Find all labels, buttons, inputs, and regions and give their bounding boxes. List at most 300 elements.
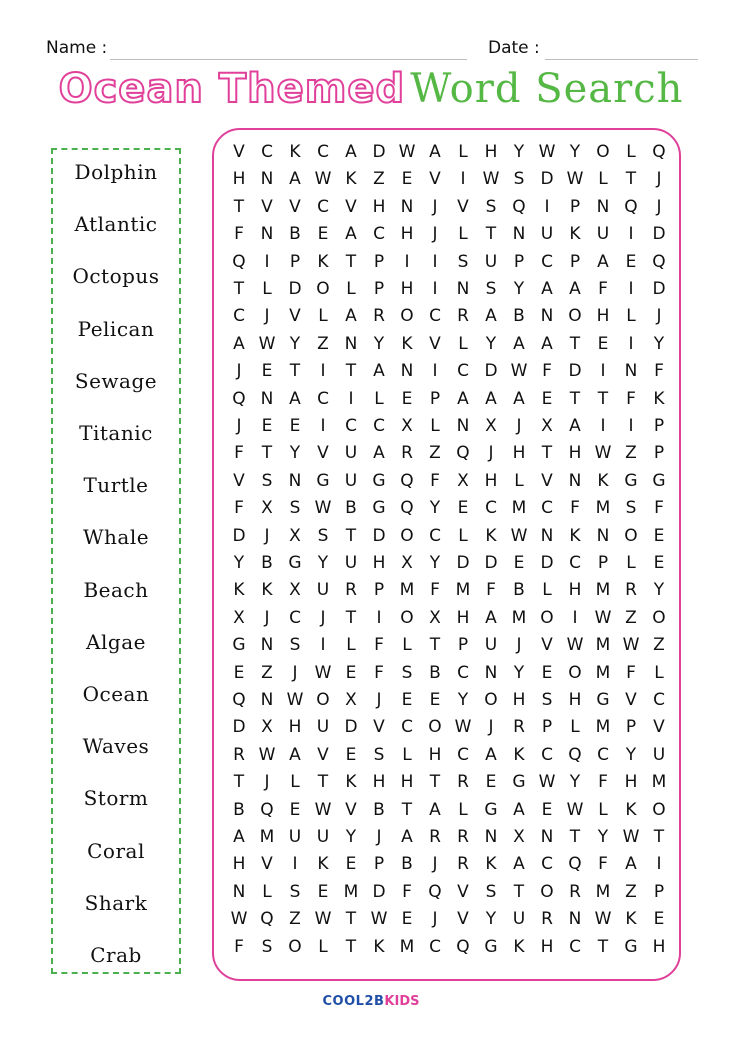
- grid-cell[interactable]: B: [345, 498, 357, 519]
- grid-cell[interactable]: J: [432, 854, 438, 875]
- grid-cell[interactable]: L: [262, 881, 272, 902]
- grid-cell[interactable]: E: [233, 662, 245, 683]
- grid-cell[interactable]: L: [374, 388, 384, 409]
- grid-cell[interactable]: Q: [260, 909, 274, 930]
- grid-cell[interactable]: L: [542, 580, 552, 601]
- grid-cell[interactable]: M: [399, 580, 415, 601]
- grid-cell[interactable]: H: [568, 443, 582, 464]
- grid-cell[interactable]: W: [314, 498, 332, 519]
- grid-cell[interactable]: F: [654, 361, 664, 382]
- grid-cell[interactable]: I: [320, 361, 326, 382]
- grid-cell[interactable]: T: [429, 635, 441, 656]
- grid-cell[interactable]: E: [317, 224, 329, 245]
- grid-cell[interactable]: C: [373, 224, 385, 245]
- grid-cell[interactable]: K: [569, 224, 581, 245]
- grid-cell[interactable]: K: [485, 854, 497, 875]
- grid-cell[interactable]: U: [512, 909, 526, 930]
- grid-cell[interactable]: Y: [597, 827, 609, 847]
- grid-cell[interactable]: T: [597, 388, 609, 409]
- grid-cell[interactable]: U: [540, 224, 554, 245]
- grid-cell[interactable]: X: [401, 553, 413, 573]
- grid-cell[interactable]: E: [653, 525, 665, 546]
- grid-cell[interactable]: E: [401, 690, 413, 710]
- grid-cell[interactable]: O: [540, 607, 554, 628]
- grid-cell[interactable]: C: [541, 498, 553, 519]
- grid-cell[interactable]: D: [372, 525, 386, 546]
- grid-cell[interactable]: C: [429, 306, 441, 327]
- grid-cell[interactable]: U: [288, 827, 302, 847]
- grid-cell[interactable]: I: [264, 251, 270, 272]
- grid-cell[interactable]: F: [598, 854, 608, 875]
- grid-cell[interactable]: O: [316, 690, 330, 710]
- grid-cell[interactable]: I: [404, 251, 410, 272]
- grid-cell[interactable]: V: [653, 717, 665, 738]
- grid-cell[interactable]: R: [429, 827, 441, 847]
- grid-cell[interactable]: Z: [373, 169, 385, 190]
- grid-cell[interactable]: C: [317, 142, 329, 162]
- grid-cell[interactable]: D: [484, 553, 498, 573]
- grid-cell[interactable]: D: [484, 361, 498, 382]
- grid-cell[interactable]: S: [261, 470, 273, 491]
- grid-cell[interactable]: D: [652, 279, 666, 299]
- grid-cell[interactable]: V: [541, 470, 553, 491]
- grid-cell[interactable]: L: [290, 772, 300, 793]
- grid-cell[interactable]: I: [320, 416, 326, 436]
- grid-cell[interactable]: H: [400, 772, 414, 793]
- grid-cell[interactable]: I: [460, 169, 466, 190]
- grid-cell[interactable]: N: [344, 333, 358, 354]
- grid-cell[interactable]: J: [432, 224, 438, 245]
- grid-cell[interactable]: R: [457, 772, 469, 793]
- grid-cell[interactable]: E: [345, 854, 357, 875]
- grid-cell[interactable]: V: [345, 196, 357, 217]
- grid-cell[interactable]: V: [457, 881, 469, 902]
- grid-cell[interactable]: Y: [653, 333, 665, 354]
- grid-cell[interactable]: G: [288, 553, 302, 573]
- grid-cell[interactable]: H: [400, 224, 414, 245]
- grid-cell[interactable]: R: [345, 580, 357, 601]
- grid-cell[interactable]: T: [345, 909, 357, 930]
- grid-cell[interactable]: P: [373, 279, 385, 299]
- grid-cell[interactable]: K: [485, 525, 497, 546]
- grid-cell[interactable]: J: [516, 416, 522, 436]
- grid-cell[interactable]: K: [625, 909, 637, 930]
- grid-cell[interactable]: J: [236, 416, 242, 436]
- grid-cell[interactable]: G: [484, 936, 498, 957]
- grid-cell[interactable]: V: [317, 443, 329, 464]
- grid-cell[interactable]: Q: [400, 470, 414, 491]
- grid-cell[interactable]: Q: [232, 251, 246, 272]
- grid-cell[interactable]: Q: [568, 854, 582, 875]
- grid-cell[interactable]: E: [541, 388, 553, 409]
- grid-cell[interactable]: K: [233, 580, 245, 601]
- grid-cell[interactable]: L: [318, 306, 328, 327]
- grid-cell[interactable]: T: [289, 361, 301, 382]
- grid-cell[interactable]: P: [653, 416, 665, 436]
- grid-cell[interactable]: P: [653, 443, 665, 464]
- grid-cell[interactable]: U: [316, 580, 330, 601]
- grid-cell[interactable]: S: [317, 525, 329, 546]
- grid-cell[interactable]: F: [402, 881, 412, 902]
- grid-cell[interactable]: C: [569, 553, 581, 573]
- grid-cell[interactable]: T: [597, 936, 609, 957]
- grid-cell[interactable]: A: [457, 388, 469, 409]
- grid-cell[interactable]: I: [348, 388, 354, 409]
- grid-cell[interactable]: O: [652, 607, 666, 628]
- grid-cell[interactable]: Y: [345, 827, 357, 847]
- grid-cell[interactable]: W: [566, 635, 584, 656]
- grid-cell[interactable]: C: [457, 662, 469, 683]
- grid-cell[interactable]: W: [258, 333, 276, 354]
- grid-cell[interactable]: J: [292, 662, 298, 683]
- grid-cell[interactable]: N: [260, 224, 274, 245]
- grid-cell[interactable]: L: [346, 279, 356, 299]
- grid-cell[interactable]: J: [432, 196, 438, 217]
- grid-cell[interactable]: C: [457, 361, 469, 382]
- grid-cell[interactable]: H: [512, 443, 526, 464]
- grid-cell[interactable]: A: [625, 854, 637, 875]
- grid-cell[interactable]: Z: [653, 635, 665, 656]
- grid-cell[interactable]: Y: [569, 142, 581, 162]
- grid-cell[interactable]: F: [598, 279, 608, 299]
- grid-cell[interactable]: C: [317, 388, 329, 409]
- grid-cell[interactable]: Q: [624, 196, 638, 217]
- grid-cell[interactable]: L: [430, 416, 440, 436]
- grid-cell[interactable]: N: [484, 662, 498, 683]
- grid-cell[interactable]: W: [482, 169, 500, 190]
- grid-cell[interactable]: E: [457, 498, 469, 519]
- grid-cell[interactable]: A: [485, 306, 497, 327]
- grid-cell[interactable]: M: [595, 635, 611, 656]
- grid-cell[interactable]: Q: [456, 443, 470, 464]
- grid-cell[interactable]: D: [540, 553, 554, 573]
- grid-cell[interactable]: J: [488, 717, 494, 738]
- grid-cell[interactable]: F: [234, 443, 244, 464]
- grid-cell[interactable]: H: [288, 717, 302, 738]
- grid-cell[interactable]: V: [261, 196, 273, 217]
- grid-cell[interactable]: T: [625, 169, 637, 190]
- grid-cell[interactable]: C: [429, 936, 441, 957]
- grid-cell[interactable]: N: [596, 525, 610, 546]
- grid-cell[interactable]: D: [456, 553, 470, 573]
- grid-cell[interactable]: A: [569, 416, 581, 436]
- grid-cell[interactable]: J: [236, 361, 242, 382]
- grid-cell[interactable]: T: [345, 251, 357, 272]
- grid-cell[interactable]: Z: [289, 909, 301, 930]
- grid-cell[interactable]: T: [569, 333, 581, 354]
- grid-cell[interactable]: K: [373, 936, 385, 957]
- grid-cell[interactable]: H: [456, 607, 470, 628]
- grid-cell[interactable]: C: [289, 607, 301, 628]
- grid-cell[interactable]: X: [289, 525, 301, 546]
- grid-cell[interactable]: E: [513, 553, 525, 573]
- grid-cell[interactable]: J: [376, 690, 382, 710]
- grid-cell[interactable]: C: [541, 744, 553, 765]
- grid-cell[interactable]: M: [651, 772, 667, 793]
- grid-cell[interactable]: C: [373, 416, 385, 436]
- grid-cell[interactable]: W: [314, 169, 332, 190]
- grid-cell[interactable]: T: [317, 772, 329, 793]
- grid-cell[interactable]: W: [454, 717, 472, 738]
- grid-cell[interactable]: R: [541, 909, 553, 930]
- grid-cell[interactable]: S: [289, 881, 301, 902]
- grid-cell[interactable]: S: [401, 662, 413, 683]
- grid-cell[interactable]: R: [233, 744, 245, 765]
- grid-cell[interactable]: K: [513, 936, 525, 957]
- grid-cell[interactable]: J: [376, 827, 382, 847]
- grid-cell[interactable]: N: [260, 635, 274, 656]
- grid-cell[interactable]: P: [597, 553, 609, 573]
- grid-cell[interactable]: O: [288, 936, 302, 957]
- grid-cell[interactable]: Z: [429, 443, 441, 464]
- grid-cell[interactable]: Y: [289, 333, 301, 354]
- grid-cell[interactable]: Y: [289, 443, 301, 464]
- grid-cell[interactable]: N: [456, 279, 470, 299]
- grid-cell[interactable]: P: [653, 881, 665, 902]
- grid-cell[interactable]: V: [457, 909, 469, 930]
- grid-cell[interactable]: S: [485, 881, 497, 902]
- grid-cell[interactable]: U: [652, 744, 666, 765]
- grid-cell[interactable]: G: [372, 470, 386, 491]
- grid-cell[interactable]: C: [429, 525, 441, 546]
- grid-cell[interactable]: N: [400, 196, 414, 217]
- grid-cell[interactable]: K: [597, 470, 609, 491]
- grid-cell[interactable]: F: [626, 388, 636, 409]
- grid-cell[interactable]: Z: [625, 607, 637, 628]
- grid-cell[interactable]: O: [652, 799, 666, 820]
- grid-cell[interactable]: B: [233, 799, 245, 820]
- grid-cell[interactable]: L: [626, 142, 636, 162]
- grid-cell[interactable]: R: [373, 306, 385, 327]
- grid-cell[interactable]: C: [457, 744, 469, 765]
- grid-cell[interactable]: X: [345, 690, 357, 710]
- grid-cell[interactable]: L: [570, 717, 580, 738]
- grid-cell[interactable]: P: [569, 196, 581, 217]
- grid-cell[interactable]: G: [652, 470, 666, 491]
- grid-cell[interactable]: E: [541, 799, 553, 820]
- grid-cell[interactable]: H: [428, 744, 442, 765]
- grid-cell[interactable]: G: [624, 470, 638, 491]
- grid-cell[interactable]: K: [317, 854, 329, 875]
- grid-cell[interactable]: W: [258, 744, 276, 765]
- grid-cell[interactable]: D: [652, 224, 666, 245]
- grid-cell[interactable]: L: [598, 799, 608, 820]
- grid-cell[interactable]: V: [289, 306, 301, 327]
- grid-cell[interactable]: A: [373, 443, 385, 464]
- grid-cell[interactable]: Y: [429, 553, 441, 573]
- grid-cell[interactable]: L: [458, 224, 468, 245]
- grid-cell[interactable]: T: [345, 607, 357, 628]
- grid-cell[interactable]: P: [373, 580, 385, 601]
- grid-cell[interactable]: W: [398, 142, 416, 162]
- grid-cell[interactable]: E: [289, 416, 301, 436]
- grid-cell[interactable]: H: [484, 142, 498, 162]
- grid-cell[interactable]: M: [259, 827, 275, 847]
- grid-cell[interactable]: K: [345, 169, 357, 190]
- grid-cell[interactable]: H: [232, 169, 246, 190]
- grid-cell[interactable]: F: [626, 662, 636, 683]
- grid-cell[interactable]: S: [289, 635, 301, 656]
- grid-cell[interactable]: A: [345, 224, 357, 245]
- grid-cell[interactable]: A: [541, 279, 553, 299]
- grid-cell[interactable]: Q: [456, 936, 470, 957]
- grid-cell[interactable]: V: [625, 690, 637, 710]
- grid-cell[interactable]: N: [540, 525, 554, 546]
- grid-cell[interactable]: S: [289, 498, 301, 519]
- grid-cell[interactable]: W: [622, 635, 640, 656]
- grid-cell[interactable]: J: [264, 306, 270, 327]
- grid-cell[interactable]: V: [289, 196, 301, 217]
- grid-cell[interactable]: Y: [457, 690, 469, 710]
- grid-cell[interactable]: K: [317, 251, 329, 272]
- grid-cell[interactable]: S: [485, 279, 497, 299]
- grid-cell[interactable]: V: [373, 717, 385, 738]
- grid-cell[interactable]: H: [512, 690, 526, 710]
- grid-cell[interactable]: T: [345, 361, 357, 382]
- grid-cell[interactable]: F: [598, 772, 608, 793]
- grid-cell[interactable]: E: [401, 388, 413, 409]
- grid-cell[interactable]: W: [566, 169, 584, 190]
- grid-cell[interactable]: N: [260, 169, 274, 190]
- grid-cell[interactable]: Y: [429, 498, 441, 519]
- grid-cell[interactable]: I: [292, 854, 298, 875]
- grid-cell[interactable]: P: [625, 717, 637, 738]
- grid-cell[interactable]: Q: [232, 388, 246, 409]
- grid-cell[interactable]: Y: [513, 662, 525, 683]
- grid-cell[interactable]: P: [373, 854, 385, 875]
- grid-cell[interactable]: M: [595, 498, 611, 519]
- grid-cell[interactable]: F: [430, 580, 440, 601]
- grid-cell[interactable]: V: [233, 470, 245, 491]
- grid-cell[interactable]: F: [430, 470, 440, 491]
- grid-cell[interactable]: O: [400, 525, 414, 546]
- grid-cell[interactable]: F: [542, 361, 552, 382]
- grid-cell[interactable]: W: [314, 662, 332, 683]
- grid-cell[interactable]: G: [596, 690, 610, 710]
- grid-cell[interactable]: B: [401, 854, 413, 875]
- grid-cell[interactable]: F: [234, 936, 244, 957]
- grid-cell[interactable]: E: [541, 662, 553, 683]
- grid-cell[interactable]: N: [540, 827, 554, 847]
- grid-cell[interactable]: G: [372, 498, 386, 519]
- grid-cell[interactable]: O: [624, 525, 638, 546]
- grid-cell[interactable]: U: [596, 224, 610, 245]
- grid-cell[interactable]: B: [261, 553, 273, 573]
- grid-cell[interactable]: O: [596, 142, 610, 162]
- grid-cell[interactable]: L: [626, 306, 636, 327]
- grid-cell[interactable]: E: [485, 772, 497, 793]
- grid-cell[interactable]: A: [513, 854, 525, 875]
- grid-cell[interactable]: P: [541, 717, 553, 738]
- grid-cell[interactable]: T: [345, 525, 357, 546]
- grid-cell[interactable]: V: [457, 196, 469, 217]
- grid-cell[interactable]: L: [262, 279, 272, 299]
- grid-cell[interactable]: G: [316, 470, 330, 491]
- date-line[interactable]: [545, 59, 698, 60]
- grid-cell[interactable]: F: [374, 635, 384, 656]
- grid-cell[interactable]: H: [568, 690, 582, 710]
- grid-cell[interactable]: S: [541, 690, 553, 710]
- grid-cell[interactable]: I: [628, 333, 634, 354]
- grid-cell[interactable]: X: [233, 607, 245, 628]
- grid-cell[interactable]: R: [625, 580, 637, 601]
- grid-cell[interactable]: Y: [653, 580, 665, 601]
- grid-cell[interactable]: T: [261, 443, 273, 464]
- grid-cell[interactable]: A: [429, 142, 441, 162]
- grid-cell[interactable]: W: [510, 361, 528, 382]
- grid-cell[interactable]: H: [596, 306, 610, 327]
- grid-cell[interactable]: T: [233, 772, 245, 793]
- grid-cell[interactable]: W: [594, 607, 612, 628]
- grid-cell[interactable]: H: [372, 772, 386, 793]
- grid-cell[interactable]: J: [656, 169, 662, 190]
- grid-cell[interactable]: H: [372, 553, 386, 573]
- grid-cell[interactable]: R: [569, 881, 581, 902]
- grid-cell[interactable]: Y: [513, 142, 525, 162]
- grid-cell[interactable]: O: [540, 881, 554, 902]
- grid-cell[interactable]: H: [232, 854, 246, 875]
- grid-cell[interactable]: T: [541, 443, 553, 464]
- grid-cell[interactable]: X: [457, 470, 469, 491]
- grid-cell[interactable]: E: [289, 799, 301, 820]
- grid-cell[interactable]: T: [485, 224, 497, 245]
- grid-cell[interactable]: J: [264, 772, 270, 793]
- grid-cell[interactable]: K: [401, 333, 413, 354]
- grid-cell[interactable]: O: [484, 690, 498, 710]
- grid-cell[interactable]: A: [541, 333, 553, 354]
- grid-cell[interactable]: X: [485, 416, 497, 436]
- grid-cell[interactable]: C: [345, 416, 357, 436]
- grid-cell[interactable]: W: [314, 909, 332, 930]
- grid-cell[interactable]: E: [345, 662, 357, 683]
- grid-cell[interactable]: C: [569, 936, 581, 957]
- grid-cell[interactable]: T: [401, 799, 413, 820]
- grid-cell[interactable]: E: [429, 690, 441, 710]
- grid-cell[interactable]: N: [568, 470, 582, 491]
- grid-cell[interactable]: E: [401, 909, 413, 930]
- grid-cell[interactable]: F: [654, 498, 664, 519]
- grid-cell[interactable]: F: [234, 498, 244, 519]
- grid-cell[interactable]: I: [432, 361, 438, 382]
- grid-cell[interactable]: Q: [428, 881, 442, 902]
- grid-cell[interactable]: L: [598, 169, 608, 190]
- grid-cell[interactable]: Z: [317, 333, 329, 354]
- grid-cell[interactable]: P: [569, 251, 581, 272]
- grid-cell[interactable]: X: [401, 416, 413, 436]
- grid-cell[interactable]: D: [288, 279, 302, 299]
- grid-cell[interactable]: L: [346, 635, 356, 656]
- grid-cell[interactable]: M: [455, 580, 471, 601]
- grid-cell[interactable]: L: [458, 799, 468, 820]
- grid-cell[interactable]: A: [289, 169, 301, 190]
- grid-cell[interactable]: W: [314, 799, 332, 820]
- grid-cell[interactable]: M: [399, 936, 415, 957]
- grid-cell[interactable]: N: [568, 909, 582, 930]
- grid-cell[interactable]: J: [264, 607, 270, 628]
- grid-cell[interactable]: W: [230, 909, 248, 930]
- grid-cell[interactable]: I: [432, 251, 438, 272]
- grid-cell[interactable]: U: [316, 717, 330, 738]
- grid-cell[interactable]: I: [572, 607, 578, 628]
- grid-cell[interactable]: Z: [261, 662, 273, 683]
- grid-cell[interactable]: N: [400, 361, 414, 382]
- grid-cell[interactable]: K: [261, 580, 273, 601]
- grid-cell[interactable]: A: [485, 744, 497, 765]
- grid-cell[interactable]: S: [485, 196, 497, 217]
- grid-cell[interactable]: C: [541, 854, 553, 875]
- grid-cell[interactable]: W: [538, 772, 556, 793]
- grid-cell[interactable]: A: [513, 799, 525, 820]
